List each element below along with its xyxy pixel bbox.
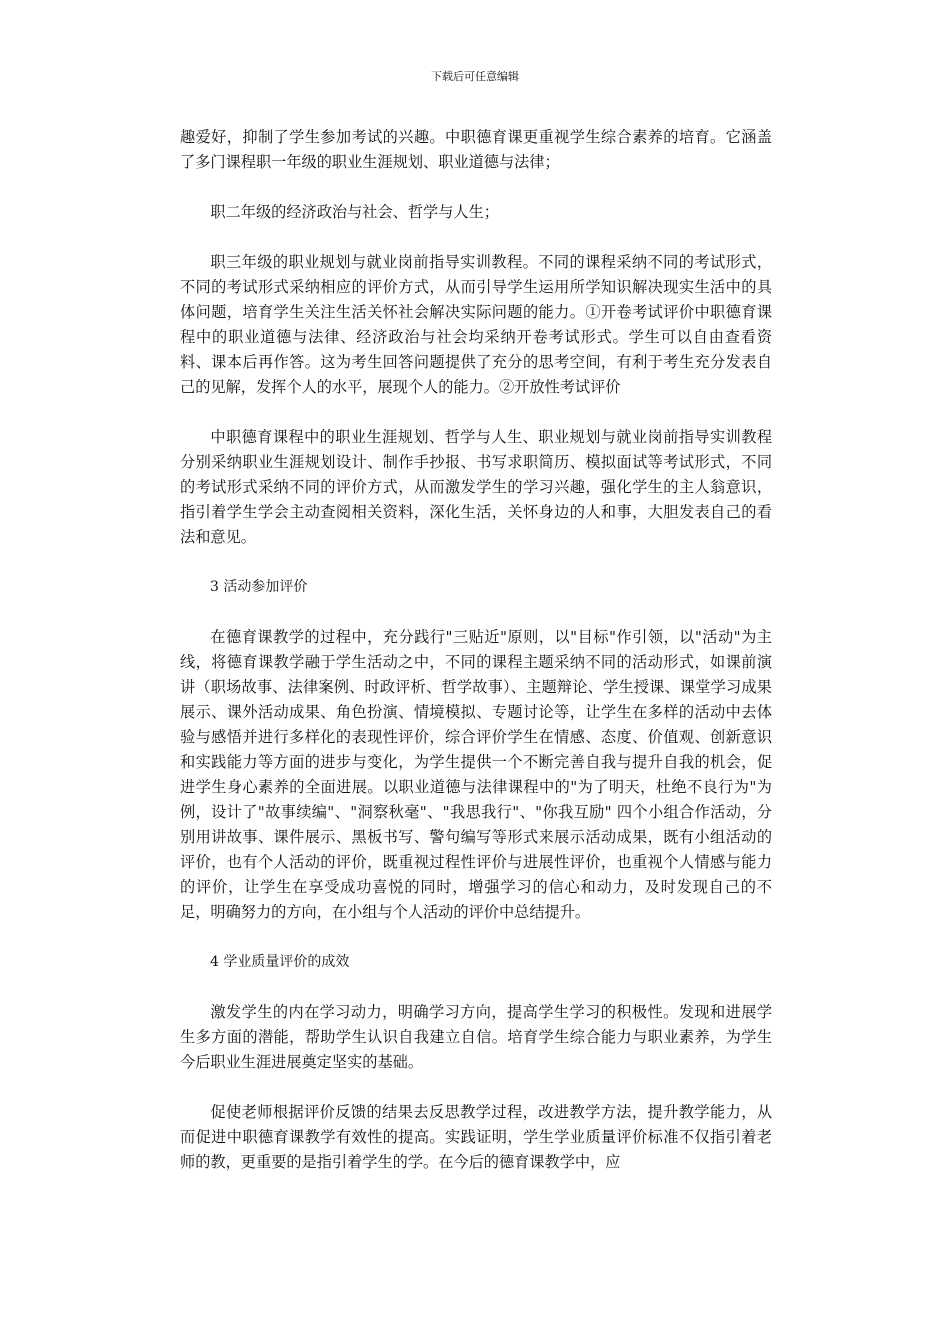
paragraph: 中职德育课程中的职业生涯规划、哲学与人生、职业规划与就业岗前指导实训教程分别采纳职业生涯规划设计、制作手抄报、书写求职简历、模拟面试等考试形式，不同的考试形式采纳不同的评价方式，从而激发学生的学习兴趣，强化学生的主人翁意识，指引着学生学会主动查阅相关资料，深化生活，关怀身边的人和事，大胆发表自己的看法和意见。	[180, 428, 772, 546]
paragraph: 促使老师根据评价反馈的结果去反思教学过程，改进教学方法，提升教学能力，从而促进中职德育课教学有效性的提高。实践证明，学生学业质量评价标准不仅指引着老师的教，更重要的是指引着学生的学。在今后的德育课教学中，应	[180, 1103, 772, 1171]
paragraph: 在德育课教学的过程中，充分践行"三贴近"原则，以"目标"作引领，以"活动"为主线，将德育课教学融于学生活动之中，不同的课程主题采纳不同的活动形式，如课前演讲（职场故事、法律案例、时政评析、哲学故事）、主题辩论、学生授课、课堂学习成果展示、课外活动成果、角色扮演、情境模拟、专题讨论等，让学生在多样的活动中去体验与感悟并进行多样化的表现性评价，综合评价学生在情感、态度、价值观、创新意识和实践能力等方面的进步与变化，为学生提供一个不断完善自我与提升自我的机会，促进学生身心素养的全面进展。以职业道德与法律课程中的"为了明天，杜绝不良行为"为例，设计了"故事续编"、"洞察秋毫"、"我思我行"、"你我互励" 四个小组合作活动，分别用讲故事、课件展示、黑板书写、警句编写等形式来展示活动成果，既有小组活动的评价，也有个人活动的评价，既重视过程性评价与进展性评价，也重视个人情感与能力的评价，让学生在享受成功喜悦的同时，增强学习的信心和动力，及时发现自己的不足，明确努力的方向，在小组与个人活动的评价中总结提升。	[180, 628, 772, 921]
page-header: 下载后可任意编辑	[431, 70, 519, 83]
document-body	[180, 125, 772, 1175]
paragraph: 趣爱好，抑制了学生参加考试的兴趣。中职德育课更重视学生综合素养的培育。它涵盖了多门课程职一年级的职业生涯规划、职业道德与法律；	[180, 128, 772, 171]
paragraph: 激发学生的内在学习动力，明确学习方向，提高学生学习的积极性。发现和进展学生多方面的潜能，帮助学生认识自我建立自信。培育学生综合能力与职业素养，为学生今后职业生涯进展奠定坚实的基础。	[180, 1003, 772, 1071]
paragraph: 职二年级的经济政治与社会、哲学与人生；	[210, 203, 499, 221]
section-heading: 4 学业质量评价的成效	[210, 954, 350, 970]
paragraph: 职三年级的职业规划与就业岗前指导实训教程。不同的课程采纳不同的考试形式，不同的考试形式采纳相应的评价方式，从而引导学生运用所学知识解决现实生活中的具体问题，培育学生关注生活关怀社会解决实际问题的能力。①开卷考试评价中职德育课程中的职业道德与法律、经济政治与社会均采纳开卷考试形式。学生可以自由查看资料、课本后再作答。这为考生回答问题提供了充分的思考空间，有利于考生充分发表自己的见解，发挥个人的水平，展现个人的能力。②开放性考试评价	[180, 253, 772, 396]
section-heading: 3 活动参加评价	[210, 579, 308, 595]
